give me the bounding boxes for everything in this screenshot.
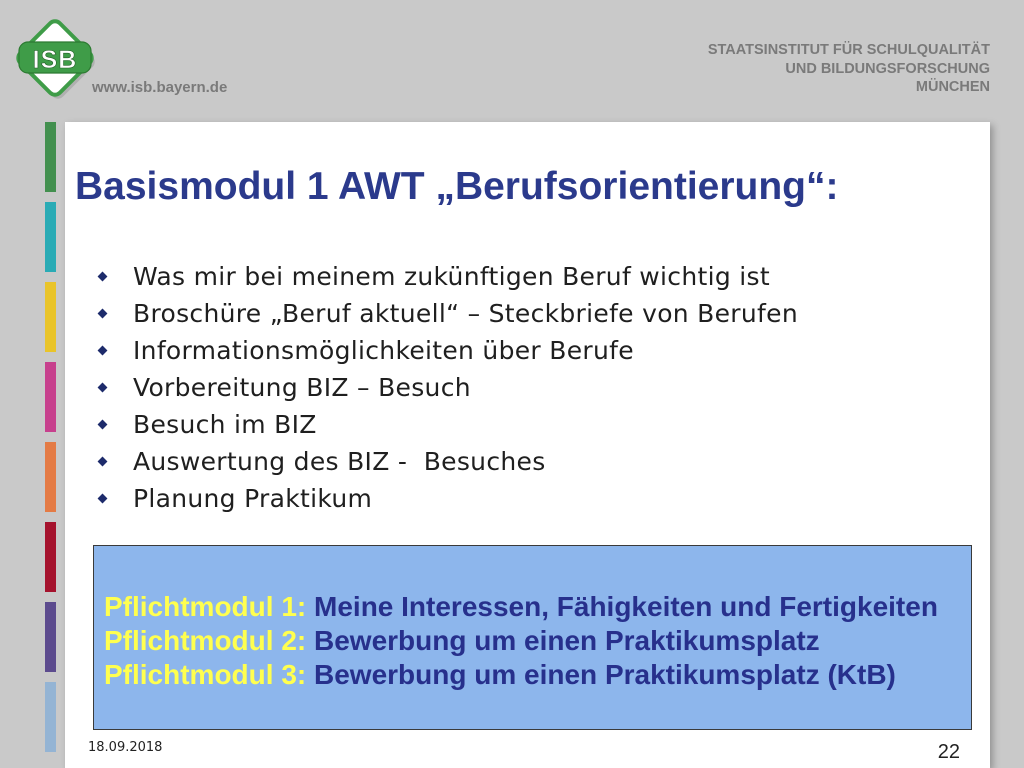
bullet-text: Besuch im BIZ	[133, 410, 317, 439]
diamond-bullet-icon	[98, 457, 108, 467]
side-bar-green	[45, 122, 56, 192]
color-stripe	[45, 122, 56, 752]
bullet-item	[99, 443, 798, 480]
bullet-item	[99, 369, 798, 406]
side-bar-dark-red	[45, 522, 56, 592]
diamond-bullet-icon	[98, 383, 108, 393]
slide-title: Basismodul 1 AWT „Berufsorientierung“:	[75, 165, 839, 208]
bullet-item	[99, 295, 798, 332]
bullet-item	[99, 332, 798, 369]
side-bar-magenta	[45, 362, 56, 432]
module-line-2	[104, 624, 971, 658]
institute-line-1: STAATSINSTITUT FÜR SCHULQUALITÄT	[707, 42, 990, 58]
institute-name	[708, 41, 990, 97]
side-bar-teal	[45, 202, 56, 272]
institute-line-3: MÜNCHEN	[915, 79, 990, 95]
module-line-1	[104, 590, 971, 624]
bullet-text: Auswertung des BIZ - Besuches	[133, 447, 546, 476]
diamond-bullet-icon	[98, 272, 108, 282]
module-text: Bewerbung um einen Praktikumsplatz	[314, 625, 820, 656]
diamond-bullet-icon	[98, 346, 108, 356]
bullet-item	[99, 258, 798, 295]
diamond-bullet-icon	[98, 420, 108, 430]
diamond-bullet-icon	[98, 494, 108, 504]
side-bar-orange	[45, 442, 56, 512]
footer-date: 18.09.2018	[88, 740, 163, 755]
bullet-item	[99, 406, 798, 443]
bullet-item	[99, 480, 798, 517]
module-line-3	[104, 658, 971, 692]
side-bar-light-blue	[45, 682, 56, 752]
module-label: Pflichtmodul 2:	[104, 625, 307, 656]
bullet-text: Broschüre „Beruf aktuell“ – Steckbriefe von Berufen	[133, 299, 798, 328]
side-bar-purple	[45, 602, 56, 672]
required-modules-box	[93, 545, 972, 730]
bullet-text: Vorbereitung BIZ – Besuch	[133, 373, 471, 402]
module-label: Pflichtmodul 3:	[104, 659, 307, 690]
page-number: 22	[937, 741, 960, 763]
bullet-text: Planung Praktikum	[133, 484, 373, 513]
isb-logo-icon	[10, 13, 100, 103]
module-text: Meine Interessen, Fähigkeiten und Fertigkeiten	[314, 591, 938, 622]
logo-lettering: ISB	[32, 46, 78, 74]
side-bar-yellow	[45, 282, 56, 352]
module-text: Bewerbung um einen Praktikumsplatz (KtB)	[314, 659, 896, 690]
diamond-bullet-icon	[98, 309, 108, 319]
bullet-text: Informationsmöglichkeiten über Berufe	[133, 336, 634, 365]
module-label: Pflichtmodul 1:	[104, 591, 307, 622]
bullet-text: Was mir bei meinem zukünftigen Beruf wichtig ist	[133, 262, 770, 291]
website-url: www.isb.bayern.de	[92, 79, 228, 96]
institute-line-2: UND BILDUNGSFORSCHUNG	[785, 60, 990, 77]
bullet-list	[99, 258, 798, 517]
